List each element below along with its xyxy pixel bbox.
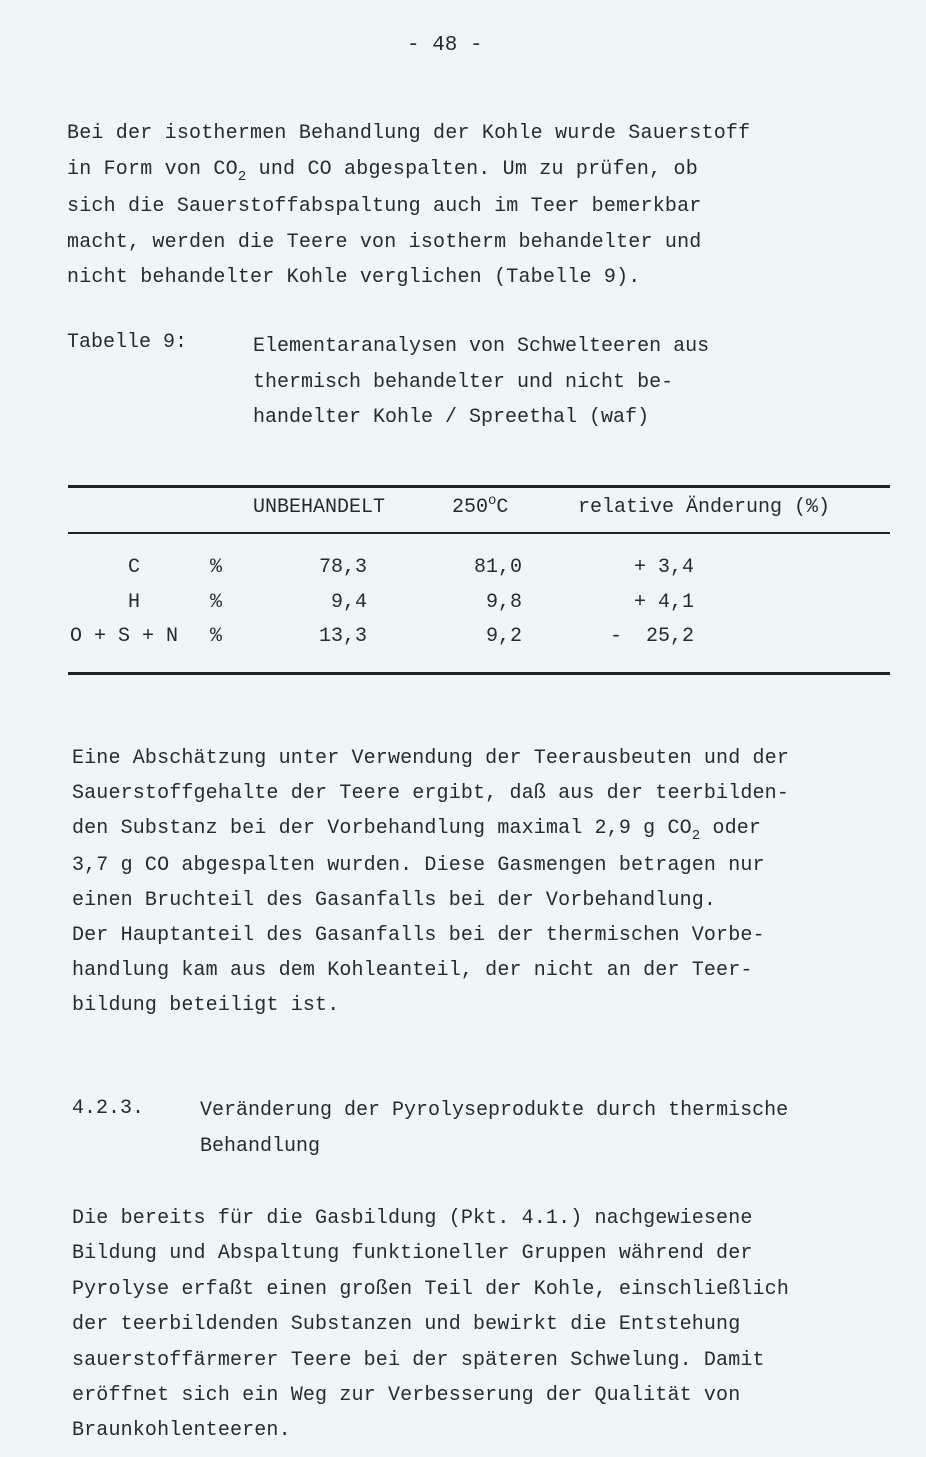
conclusion-paragraph	[72, 1201, 789, 1449]
text-line: den Substanz bei der Vorbehandlung maximal 2,9 g $CO_2$ oder	[72, 817, 762, 844]
cell-untreated: 9,4	[330, 591, 367, 614]
cell-unit: %	[210, 556, 223, 579]
text-line: Die bereits für die Gasbildung (Pkt. 4.1.) nachgewiesene	[72, 1207, 753, 1230]
table-header-rule	[68, 532, 890, 534]
text-line: in Form von $CO_2$ und CO abgespalten. Um zu prüfen, ob	[67, 157, 698, 185]
table-bottom-rule	[68, 672, 890, 675]
text-line: einen Bruchteil des Gasanfalls bei der Vorbehandlung.	[72, 889, 717, 912]
table-caption-text	[253, 329, 709, 436]
cell-change: + 3,4	[634, 556, 695, 579]
cell-change: - 25,2	[610, 625, 695, 648]
text-line: sauerstoffärmerer Teere bei der späteren Schwelung. Damit	[72, 1348, 765, 1372]
header-relative-change: relative Änderung (%)	[578, 496, 831, 519]
text-line: Der Hauptanteil des Gasanfalls bei der thermischen Vorbe-	[72, 924, 765, 947]
cell-untreated: 13,3	[318, 625, 367, 648]
intro-paragraph	[67, 116, 750, 296]
cell-change: + 4,1	[634, 591, 695, 614]
section-title	[200, 1093, 788, 1164]
caption-line: handelter Kohle / Spreethal (waf)	[253, 406, 650, 429]
header-treated: 250$^o$C	[452, 493, 509, 519]
section-title-line: Behandlung	[200, 1134, 321, 1158]
caption-line: Elementaranalysen von Schwelteeren aus	[253, 335, 710, 358]
text-line: Bildung und Abspaltung funktioneller Gruppen während der	[72, 1242, 753, 1266]
page-number: - 48 -	[407, 34, 483, 57]
text-line: Bei der isothermen Behandlung der Kohle wurde Sauerstoff	[67, 122, 751, 145]
table-caption-label: Tabelle 9:	[67, 331, 188, 354]
text-line: macht, werden die Teere von isotherm behandelter und	[67, 230, 702, 254]
text-line: sich die Sauerstoffabspaltung auch im Teer bemerkbar	[67, 195, 702, 218]
cell-element: O + S + N	[70, 625, 179, 648]
subscript: 2	[691, 828, 701, 844]
subscript: 2	[237, 168, 247, 185]
cell-untreated: 78,3	[318, 556, 367, 579]
text-line: handlung kam aus dem Kohleanteil, der nicht an der Teer-	[72, 959, 753, 982]
text-line: Braunkohlenteeren.	[72, 1419, 291, 1443]
text-line: eröffnet sich ein Weg zur Verbesserung der Qualität von	[72, 1384, 741, 1408]
degree-superscript: o	[488, 493, 497, 509]
text-line: Sauerstoffgehalte der Teere ergibt, daß aus der teerbilden-	[72, 782, 789, 805]
cell-element: H	[128, 591, 141, 614]
text-line: nicht behandelter Kohle verglichen (Tabelle 9).	[67, 266, 641, 289]
section-number: 4.2.3.	[72, 1097, 145, 1120]
text-line: Pyrolyse erfaßt einen großen Teil der Kohle, einschließlich	[72, 1277, 789, 1301]
cell-unit: %	[210, 625, 223, 648]
cell-element: C	[128, 556, 141, 579]
text-line: 3,7 g CO abgespalten wurden. Diese Gasmengen betragen nur	[72, 854, 765, 877]
table-top-rule	[68, 485, 890, 488]
text-line: der teerbildenden Substanzen und bewirkt die Entstehung	[72, 1313, 741, 1337]
text-line: Eine Abschätzung unter Verwendung der Teerausbeuten und der	[72, 747, 789, 770]
header-untreated: UNBEHANDELT	[253, 496, 386, 519]
caption-line: thermisch behandelter und nicht be-	[253, 370, 674, 394]
cell-treated: 9,8	[485, 591, 522, 614]
cell-treated: 81,0	[473, 556, 522, 579]
estimate-paragraph	[72, 741, 789, 1023]
text-line: bildung beteiligt ist.	[72, 994, 340, 1017]
section-title-line: Veränderung der Pyrolyseprodukte durch thermische	[200, 1099, 789, 1122]
cell-treated: 9,2	[485, 625, 522, 648]
cell-unit: %	[210, 591, 223, 614]
